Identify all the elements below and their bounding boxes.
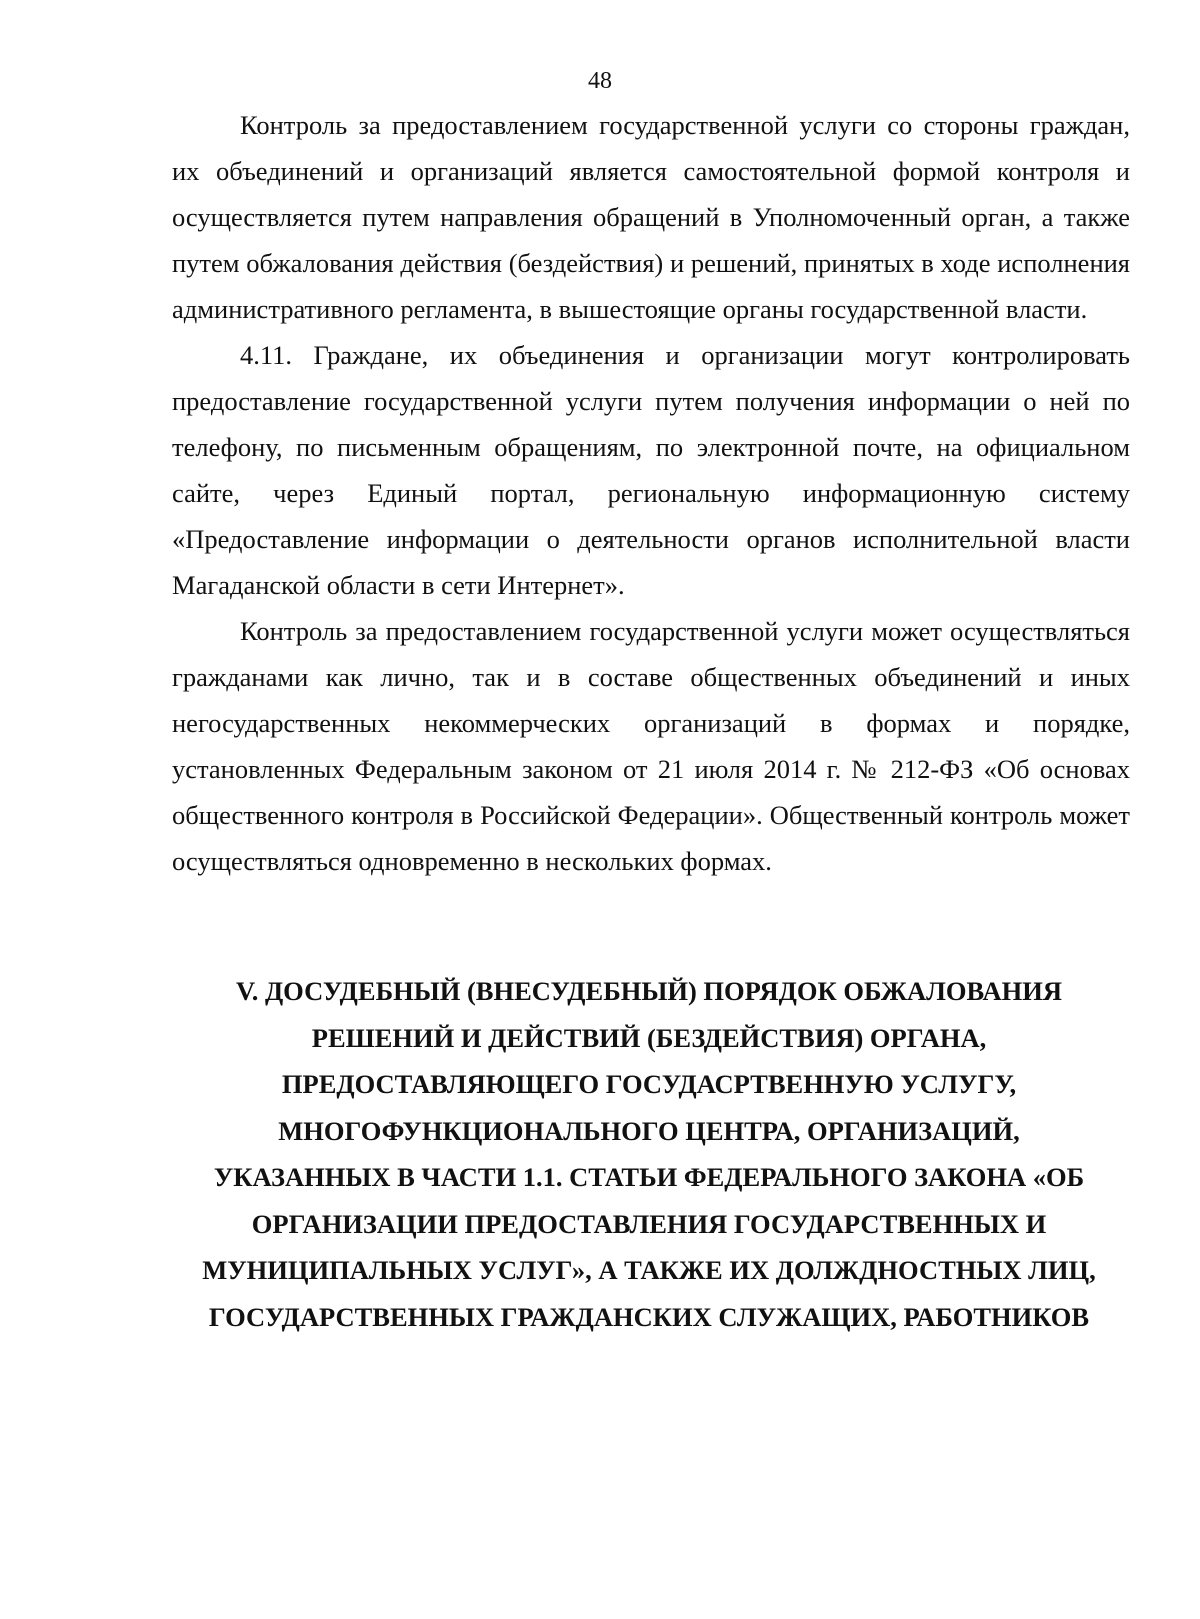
paragraph-public-control: Контроль за предоставлением государственной услуги со стороны граждан, их объединений и организаций является самостоятельной формой контроля и осуществляется путем направления обращений в Уполномоченный орган, а также путем обжалования действия (бездействия) и решений, принятых в ходе исполнения административного регламента, в вышестоящие органы государственной власти. <box>172 110 1130 324</box>
heading-line: ПРЕДОСТАВЛЯЮЩЕГО ГОСУДАСРТВЕННУЮ УСЛУГУ, <box>281 1069 1017 1099</box>
heading-line: МНОГОФУНКЦИОНАЛЬНОГО ЦЕНТРА, ОРГАНИЗАЦИЙ, <box>278 1115 1020 1146</box>
heading-line: ОРГАНИЗАЦИИ ПРЕДОСТАВЛЕНИЯ ГОСУДАРСТВЕННЫХ И <box>251 1208 1047 1239</box>
heading-line: V. ДОСУДЕБНЫЙ (ВНЕСУДЕБНЫЙ) ПОРЯДОК ОБЖАЛОВАНИЯ <box>235 976 1063 1006</box>
heading-line: ГОСУДАРСТВЕННЫХ ГРАЖДАНСКИХ СЛУЖАЩИХ, РАБОТНИКОВ <box>208 1301 1090 1332</box>
paragraph-civic-control: Контроль за предоставлением государственной услуги может осуществляться гражданами как лично, так и в составе общественных объединений и иных негосударственных некоммерческих организаций в формах и порядке, установленных Федеральным законом от 21 июля 2014 г. № 212-ФЗ «Об основах общественного контроля в Российской Федерации». Общественный контроль может осуществляться одновременно в нескольких формах. <box>172 616 1130 876</box>
paragraph-4-11: 4.11. Граждане, их объединения и организации могут контролировать предоставление государственной услуги путем получения информации о ней по телефону, по письменным обращениям, по электронной почте, на официальном сайте, через Единый портал, региональную информационную систему «Предоставление информации о деятельности органов исполнительной власти Магаданской области в сети Интернет». <box>172 340 1130 600</box>
heading-line: МУНИЦИПАЛЬНЫХ УСЛУГ», А ТАКЖЕ ИХ ДОЛЖДНОСТНЫХ ЛИЦ, <box>202 1255 1096 1285</box>
heading-line: УКАЗАННЫХ В ЧАСТИ 1.1. СТАТЬИ ФЕДЕРАЛЬНОГО ЗАКОНА «ОБ <box>213 1162 1085 1192</box>
page-number: 48 <box>588 68 612 94</box>
section-v-heading <box>168 968 1130 1340</box>
heading-line: РЕШЕНИЙ И ДЕЙСТВИЙ (БЕЗДЕЙСТВИЯ) ОРГАНА, <box>311 1022 987 1053</box>
body-text <box>172 102 1130 884</box>
